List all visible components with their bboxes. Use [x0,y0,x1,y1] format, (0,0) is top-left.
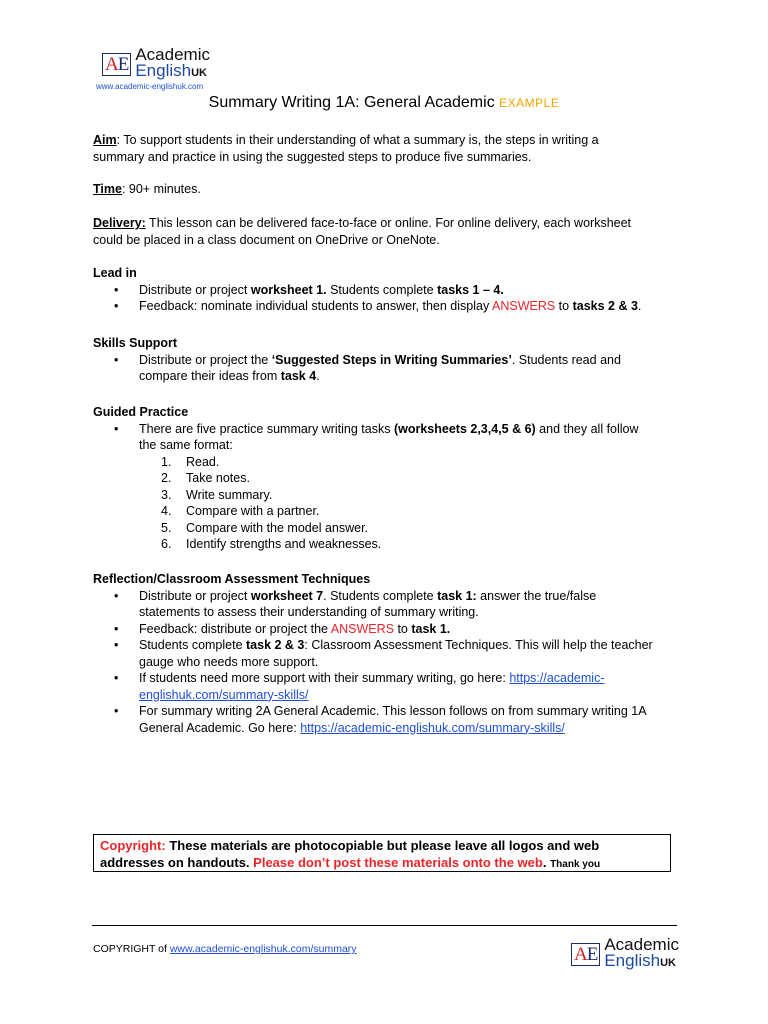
step-item: 4. Compare with a partner. [161,504,320,518]
copyright-label: Copyright: [100,838,166,853]
list-item: • For summary writing 2A General Academic. This lesson follows on from summary writing 1A General Academic. Go here: https://academic-englishuk.com/summary-skills/ [93,703,693,736]
list-item: • There are five practice summary writing tasks (worksheets 2,3,4,5 & 6) and they all follow the same format: [93,421,693,454]
logo-mark: AE [102,53,131,76]
skills-support-section [93,335,693,385]
lead-in-section [93,265,693,315]
step-item: 3. Write summary. [161,487,273,502]
footer-logo: AE Academic EnglishUK [571,937,679,971]
delivery-paragraph: Delivery: This lesson can be delivered face-to-face or online. For online delivery, each worksheet could be placed in a class document on OneDrive or OneNote. [93,216,632,247]
list-item: • Distribute or project the ‘Suggested Steps in Writing Summaries’. Students read and compare their ideas from task 4. [93,352,693,385]
lead-in-heading: Lead in [93,266,137,280]
logo-line2: EnglishUK [135,61,207,80]
list-item: • Feedback: distribute or project the ANSWERS to task 1. [93,621,693,638]
list-item: • If students need more support with their summary writing, go here: https://academic- englishuk.com/summary-skills/ [93,670,693,703]
summary-skills-link-2[interactable]: https://academic-englishuk.com/summary-skills/ [300,720,565,735]
step-item: 2. Take notes. [161,471,250,485]
aim-paragraph: Aim: To support students in their understanding of what a summary is, the steps in writing a summary and practice in using the suggested steps to produce five summaries. [93,133,599,164]
footer-copyright: COPYRIGHT of www.academic-englishuk.com/summary [93,943,357,955]
list-item: • Distribute or project worksheet 7. Students complete task 1: answer the true/false statements to assess their understanding of summary writing. [93,588,693,621]
list-item: • Distribute or project worksheet 1. Students complete tasks 1 – 4. [93,282,693,299]
footer-divider [92,925,677,926]
list-item: • Students complete task 2 & 3: Classroom Assessment Techniques. This will help the teacher gauge who needs more support. [93,637,693,670]
aim-label: Aim [93,133,117,147]
step-item: 1. Read. [161,454,220,469]
time-label: Time [93,182,122,196]
logo-url[interactable]: www.academic-englishuk.com [96,82,204,91]
summary-skills-link-cont[interactable]: englishuk.com/summary-skills/ [139,687,309,702]
time-paragraph: Time: 90+ minutes. [93,182,201,196]
guided-practice-section [93,404,693,553]
step-item: 5. Compare with the model answer. [161,520,369,535]
guided-practice-heading: Guided Practice [93,405,189,419]
page-title: Summary Writing 1A: General Academic EXAMPLE [208,94,560,111]
header-logo [102,47,210,81]
logo-mark: AE [571,943,600,966]
summary-skills-link[interactable]: https://academic- [509,671,605,685]
footer-link[interactable]: www.academic-englishuk.com/summary [169,943,357,955]
copyright-notice-box: Copyright: These materials are photocopiable but please leave all logos and web addresses on handouts. Please don’t post these materials onto the web. Thank you [93,834,671,872]
step-item: 6. Identify strengths and weaknesses. [161,537,382,551]
reflection-heading: Reflection/Classroom Assessment Techniques [93,572,371,586]
list-item: • Feedback: nominate individual students to answer, then display ANSWERS to tasks 2 & 3. [93,298,693,315]
logo-line1: Academic [135,45,210,64]
reflection-section [93,571,693,736]
delivery-label: Delivery: [93,216,146,230]
steps-list [93,454,693,553]
skills-support-heading: Skills Support [93,336,178,350]
title-tag: EXAMPLE [499,96,560,110]
